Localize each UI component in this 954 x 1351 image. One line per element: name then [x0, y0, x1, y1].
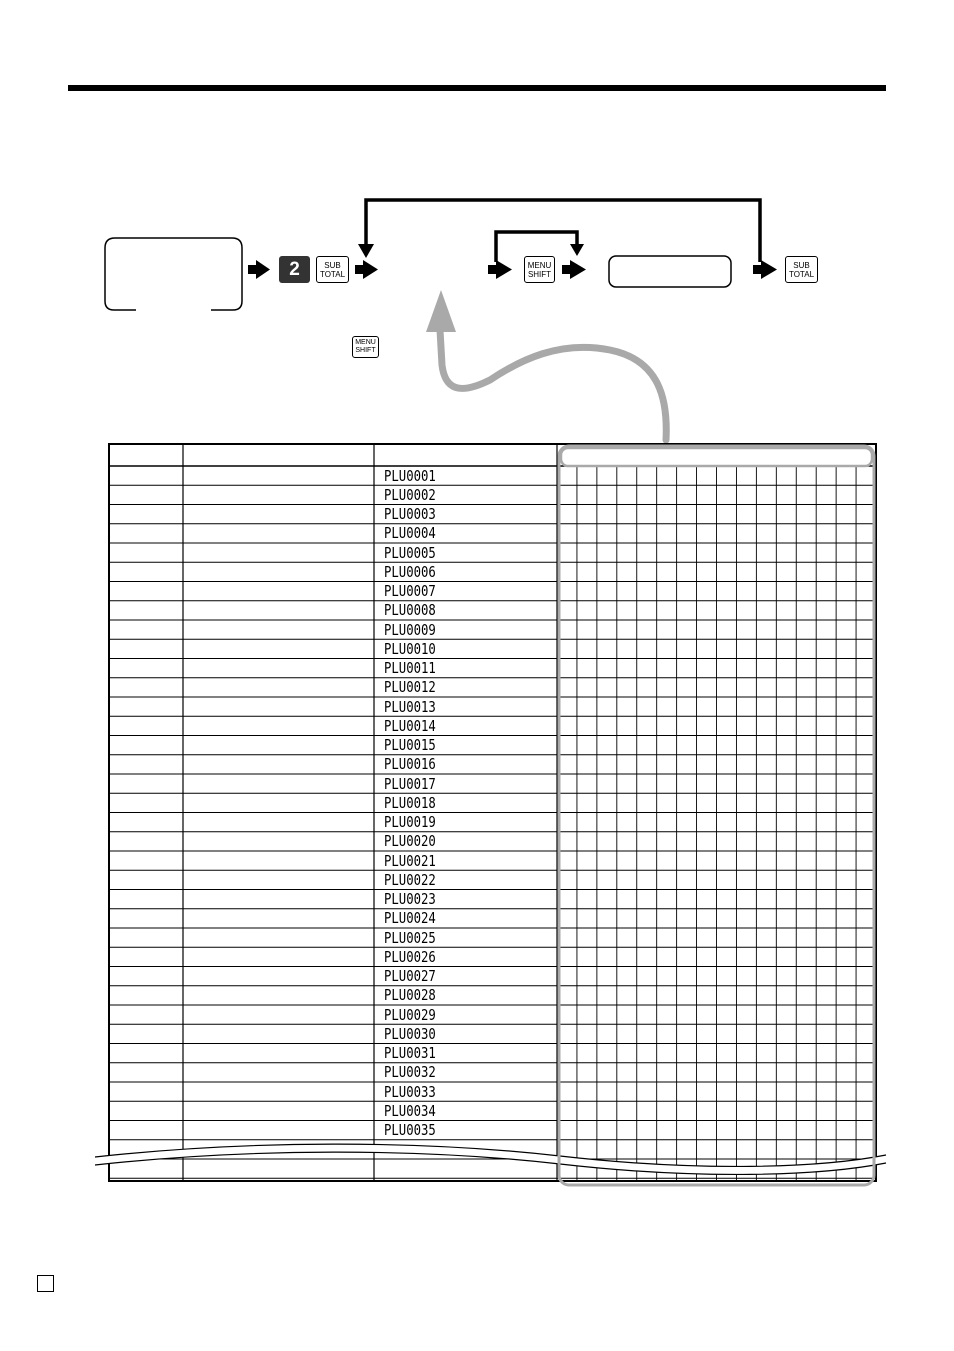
plu-label: PLU0021: [384, 851, 436, 870]
plu-label: PLU0016: [384, 755, 436, 774]
plu-label: PLU0026: [384, 947, 436, 966]
plu-label: PLU0025: [384, 928, 436, 947]
plu-label: PLU0015: [384, 736, 436, 754]
plu-label: PLU0028: [384, 986, 436, 1005]
plu-label: PLU0008: [384, 601, 436, 620]
plu-label: PLU0011: [384, 659, 436, 677]
plu-label: PLU0020: [384, 832, 436, 851]
menu-shift-key-1: MENU SHIFT: [524, 256, 555, 283]
plu-label: PLU0024: [384, 909, 436, 928]
plu-label: PLU0014: [384, 716, 436, 735]
grid-header-highlight: [561, 448, 872, 466]
plu-label: PLU0031: [384, 1044, 436, 1062]
plu-label: PLU0007: [384, 582, 436, 600]
plu-label: PLU0035: [384, 1121, 436, 1139]
plu-label: PLU0033: [384, 1082, 436, 1101]
plu-label: PLU0006: [384, 562, 436, 581]
plu-label: PLU0017: [384, 774, 436, 793]
plu-label: PLU0001: [384, 466, 436, 485]
subtotal-key-2: SUB TOTAL: [785, 256, 818, 283]
plu-label: PLU0022: [384, 870, 436, 889]
number-2-key: 2: [279, 256, 310, 283]
page-number-box: [37, 1275, 54, 1292]
plu-label: PLU0010: [384, 639, 436, 658]
plu-label: PLU0003: [384, 505, 436, 523]
subtotal-key-1: SUB TOTAL: [316, 256, 349, 283]
plu-label: PLU0018: [384, 793, 436, 812]
plu-label: PLU0029: [384, 1005, 436, 1024]
plu-label: PLU0023: [384, 890, 436, 908]
plu-label: PLU0034: [384, 1101, 436, 1120]
plu-label: PLU0027: [384, 967, 436, 985]
plu-label: PLU0032: [384, 1063, 436, 1082]
plu-label: PLU0013: [384, 697, 436, 716]
plu-label: PLU0019: [384, 813, 436, 831]
plu-label: PLU0005: [384, 543, 436, 562]
plu-label: PLU0002: [384, 485, 436, 504]
plu-label: PLU0012: [384, 678, 436, 697]
plu-label: PLU0030: [384, 1024, 436, 1043]
menu-shift-key-2: MENU SHIFT: [352, 336, 379, 358]
plu-label: PLU0009: [384, 620, 436, 639]
plu-label: PLU0004: [384, 524, 436, 543]
